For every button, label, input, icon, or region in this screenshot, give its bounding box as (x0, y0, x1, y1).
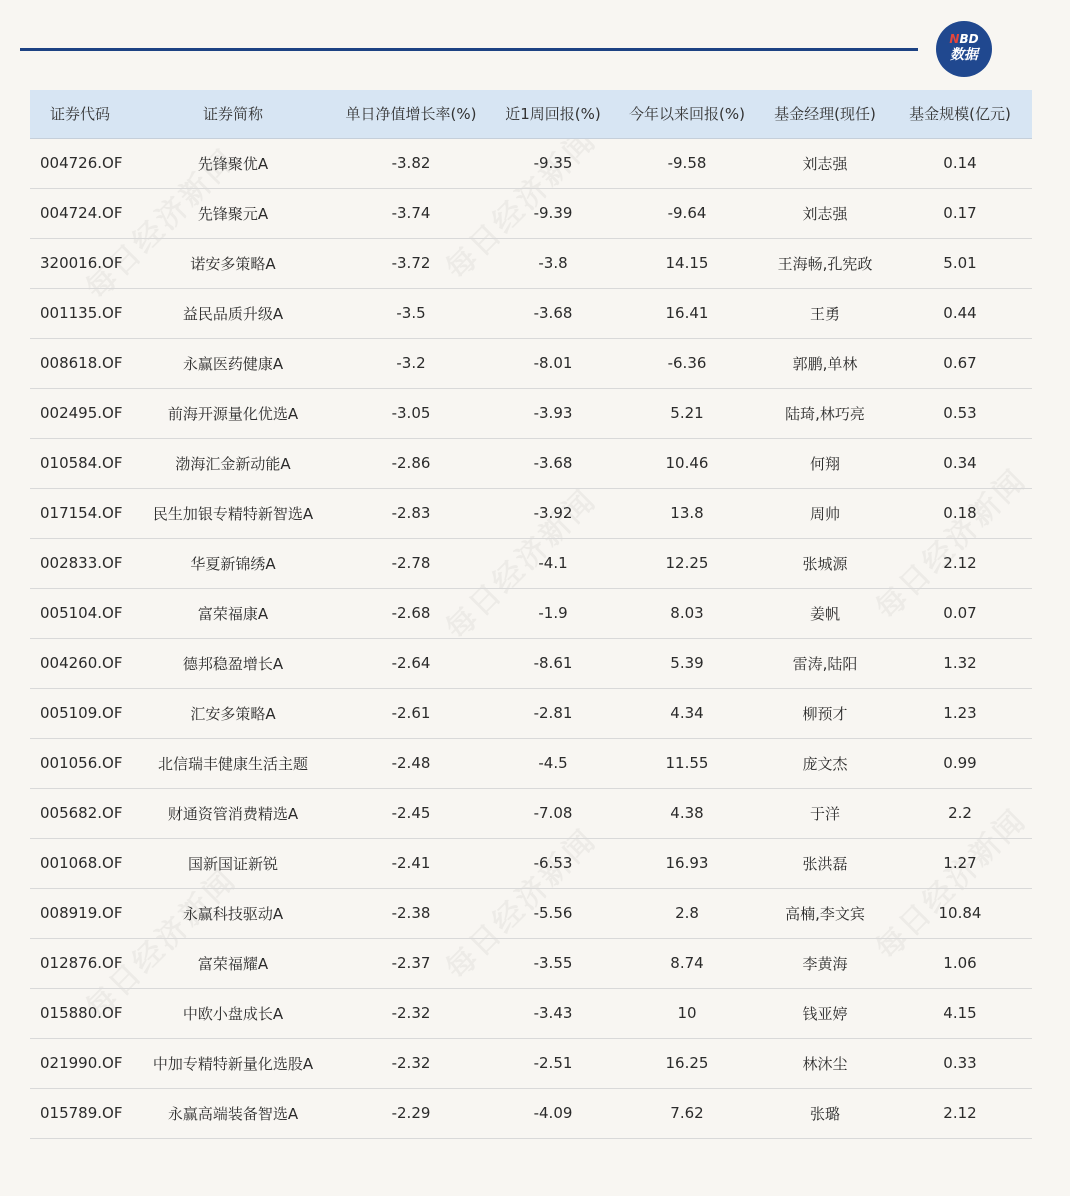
cell-code: 008919.OF (40, 904, 123, 922)
cell-ytd-return: 7.62 (670, 1104, 704, 1122)
cell-code: 021990.OF (40, 1054, 123, 1072)
cell-manager: 刘志强 (802, 204, 848, 223)
cell-fund-size: 0.44 (943, 304, 977, 322)
cell-ytd-return: 16.93 (665, 854, 709, 872)
cell-fund-size: 10.84 (938, 904, 982, 922)
cell-name: 诺安多策略A (190, 254, 276, 273)
table-row (30, 1038, 1032, 1088)
cell-daily-return: -2.68 (391, 604, 431, 622)
cell-week-return: -4.09 (533, 1104, 573, 1122)
cell-code: 015789.OF (40, 1104, 123, 1122)
cell-week-return: -1.9 (538, 604, 568, 622)
cell-code: 010584.OF (40, 454, 123, 472)
table-row (30, 488, 1032, 538)
table-row (30, 888, 1032, 938)
cell-week-return: -3.92 (533, 504, 573, 522)
table-row (30, 938, 1032, 988)
cell-code: 005682.OF (40, 804, 123, 822)
cell-manager: 柳预才 (802, 704, 848, 723)
cell-ytd-return: 16.41 (665, 304, 709, 322)
table-row (30, 438, 1032, 488)
cell-name: 渤海汇金新动能A (175, 454, 291, 473)
cell-daily-return: -2.29 (391, 1104, 431, 1122)
cell-fund-size: 2.2 (948, 804, 972, 822)
cell-ytd-return: 12.25 (665, 554, 709, 572)
table-row (30, 188, 1032, 238)
cell-week-return: -7.08 (533, 804, 573, 822)
cell-daily-return: -2.41 (391, 854, 431, 872)
cell-name: 民生加银专精特新智选A (152, 504, 314, 523)
cell-ytd-return: 16.25 (665, 1054, 709, 1072)
cell-week-return: -8.01 (533, 354, 573, 372)
cell-name: 国新国证新锐 (187, 854, 278, 873)
cell-ytd-return: 10.46 (665, 454, 709, 472)
cell-fund-size: 1.32 (943, 654, 977, 672)
table-row (30, 238, 1032, 288)
cell-code: 005104.OF (40, 604, 123, 622)
cell-name: 先锋聚元A (197, 204, 269, 223)
cell-ytd-return: 5.39 (670, 654, 704, 672)
cell-ytd-return: 2.8 (675, 904, 699, 922)
cell-daily-return: -3.82 (391, 154, 431, 172)
table-row (30, 538, 1032, 588)
table-row (30, 388, 1032, 438)
cell-week-return: -8.61 (533, 654, 573, 672)
table-row (30, 738, 1032, 788)
header-fund-size: 基金规模(亿元) (888, 90, 1032, 138)
cell-code: 004260.OF (40, 654, 123, 672)
header-code: 证券代码 (30, 90, 138, 138)
cell-name: 富荣福耀A (197, 954, 269, 973)
table-row (30, 988, 1032, 1038)
header-ytd-return: 今年以来回报(%) (612, 90, 762, 138)
cell-fund-size: 1.23 (943, 704, 977, 722)
cell-daily-return: -3.2 (396, 354, 426, 372)
cell-name: 富荣福康A (197, 604, 269, 623)
cell-week-return: -9.39 (533, 204, 573, 222)
cell-manager: 陆琦,林巧亮 (785, 404, 865, 423)
cell-ytd-return: 8.03 (670, 604, 704, 622)
cell-ytd-return: 5.21 (670, 404, 704, 422)
table-body (30, 138, 1032, 1138)
cell-code: 015880.OF (40, 1004, 123, 1022)
cell-fund-size: 0.18 (943, 504, 977, 522)
header-name: 证券简称 (138, 90, 328, 138)
nbd-data-logo (936, 21, 992, 77)
cell-week-return: -5.56 (533, 904, 573, 922)
cell-daily-return: -2.78 (391, 554, 431, 572)
cell-fund-size: 4.15 (943, 1004, 977, 1022)
cell-daily-return: -2.45 (391, 804, 431, 822)
cell-manager: 雷涛,陆阳 (792, 654, 858, 673)
cell-manager: 张洪磊 (802, 854, 848, 873)
cell-manager: 钱亚婷 (802, 1004, 848, 1023)
cell-daily-return: -3.5 (396, 304, 426, 322)
cell-daily-return: -2.32 (391, 1054, 431, 1072)
cell-name: 永赢科技驱动A (182, 904, 284, 923)
logo-subtitle: 数据 (950, 47, 978, 63)
cell-daily-return: -2.48 (391, 754, 431, 772)
table-row (30, 1088, 1032, 1138)
cell-fund-size: 0.17 (943, 204, 977, 222)
cell-week-return: -3.43 (533, 1004, 573, 1022)
table-row (30, 788, 1032, 838)
cell-name: 前海开源量化优选A (167, 404, 299, 423)
cell-code: 008618.OF (40, 354, 123, 372)
cell-name: 先锋聚优A (197, 154, 269, 173)
table-row (30, 588, 1032, 638)
cell-daily-return: -3.05 (391, 404, 431, 422)
cell-ytd-return: -9.58 (667, 154, 707, 172)
cell-ytd-return: 10 (677, 1004, 697, 1022)
table-row (30, 688, 1032, 738)
cell-manager: 高楠,李文宾 (785, 904, 865, 923)
cell-code: 004724.OF (40, 204, 123, 222)
cell-ytd-return: 8.74 (670, 954, 704, 972)
cell-week-return: -3.93 (533, 404, 573, 422)
table-row (30, 838, 1032, 888)
cell-ytd-return: -6.36 (667, 354, 707, 372)
cell-manager: 郭鹏,单林 (792, 354, 858, 373)
cell-ytd-return: 4.38 (670, 804, 704, 822)
cell-fund-size: 2.12 (943, 1104, 977, 1122)
cell-week-return: -9.35 (533, 154, 573, 172)
cell-ytd-return: 14.15 (665, 254, 709, 272)
logo-letters-bd: BD (959, 32, 979, 46)
header-divider-line (20, 48, 918, 51)
cell-code: 004726.OF (40, 154, 123, 172)
cell-name: 中加专精特新量化选股A (152, 1054, 314, 1073)
cell-fund-size: 0.53 (943, 404, 977, 422)
cell-manager: 姜帆 (809, 604, 840, 623)
cell-fund-size: 1.27 (943, 854, 977, 872)
cell-name: 财通资管消费精选A (167, 804, 299, 823)
cell-fund-size: 5.01 (943, 254, 977, 272)
cell-ytd-return: 11.55 (665, 754, 709, 772)
cell-code: 001135.OF (40, 304, 123, 322)
cell-week-return: -3.55 (533, 954, 573, 972)
cell-fund-size: 0.34 (943, 454, 977, 472)
cell-daily-return: -3.74 (391, 204, 431, 222)
fund-table (30, 90, 1032, 1139)
cell-week-return: -4.5 (538, 754, 568, 772)
header-daily-return: 单日净值增长率(%) (328, 90, 494, 138)
cell-name: 北信瑞丰健康生活主题 (157, 754, 308, 773)
header-week-return: 近1周回报(%) (494, 90, 612, 138)
cell-code: 002495.OF (40, 404, 123, 422)
table-row (30, 288, 1032, 338)
cell-fund-size: 0.14 (943, 154, 977, 172)
cell-name: 华夏新锦绣A (190, 554, 276, 573)
cell-daily-return: -2.61 (391, 704, 431, 722)
cell-name: 中欧小盘成长A (182, 1004, 284, 1023)
cell-daily-return: -2.83 (391, 504, 431, 522)
cell-name: 永赢高端装备智选A (167, 1104, 299, 1123)
cell-fund-size: 0.07 (943, 604, 977, 622)
table-row (30, 638, 1032, 688)
cell-manager: 张城源 (802, 554, 848, 573)
cell-week-return: -2.81 (533, 704, 573, 722)
table-row (30, 138, 1032, 188)
cell-name: 汇安多策略A (190, 704, 276, 723)
cell-name: 德邦稳盈增长A (182, 654, 284, 673)
cell-daily-return: -2.38 (391, 904, 431, 922)
cell-ytd-return: 13.8 (670, 504, 704, 522)
cell-week-return: -2.51 (533, 1054, 573, 1072)
cell-manager: 张璐 (809, 1104, 840, 1123)
cell-manager: 刘志强 (802, 154, 848, 173)
cell-daily-return: -3.72 (391, 254, 431, 272)
cell-daily-return: -2.86 (391, 454, 431, 472)
table-row (30, 338, 1032, 388)
cell-manager: 于洋 (809, 804, 840, 823)
cell-week-return: -4.1 (538, 554, 568, 572)
cell-manager: 李黄海 (802, 954, 848, 973)
cell-fund-size: 0.99 (943, 754, 977, 772)
cell-manager: 庞文杰 (802, 754, 848, 773)
cell-code: 001056.OF (40, 754, 123, 772)
cell-daily-return: -2.37 (391, 954, 431, 972)
cell-manager: 周帅 (809, 504, 840, 523)
cell-manager: 林沐尘 (802, 1054, 848, 1073)
cell-code: 005109.OF (40, 704, 123, 722)
cell-fund-size: 0.33 (943, 1054, 977, 1072)
cell-week-return: -3.68 (533, 454, 573, 472)
header-manager: 基金经理(现任) (762, 90, 888, 138)
cell-code: 001068.OF (40, 854, 123, 872)
cell-ytd-return: -9.64 (667, 204, 707, 222)
cell-fund-size: 0.67 (943, 354, 977, 372)
cell-fund-size: 2.12 (943, 554, 977, 572)
table-header-row (30, 90, 1032, 138)
cell-code: 320016.OF (40, 254, 123, 272)
logo-letter-n: N (949, 32, 960, 46)
cell-manager: 王勇 (809, 304, 840, 323)
cell-week-return: -3.68 (533, 304, 573, 322)
cell-code: 002833.OF (40, 554, 123, 572)
cell-week-return: -3.8 (538, 254, 568, 272)
cell-code: 012876.OF (40, 954, 123, 972)
cell-week-return: -6.53 (533, 854, 573, 872)
cell-ytd-return: 4.34 (670, 704, 704, 722)
cell-manager: 王海畅,孔宪政 (777, 254, 873, 273)
cell-daily-return: -2.32 (391, 1004, 431, 1022)
cell-fund-size: 1.06 (943, 954, 977, 972)
cell-name: 永赢医药健康A (182, 354, 284, 373)
cell-daily-return: -2.64 (391, 654, 431, 672)
cell-manager: 何翔 (809, 454, 840, 473)
cell-code: 017154.OF (40, 504, 123, 522)
cell-name: 益民品质升级A (182, 304, 284, 323)
